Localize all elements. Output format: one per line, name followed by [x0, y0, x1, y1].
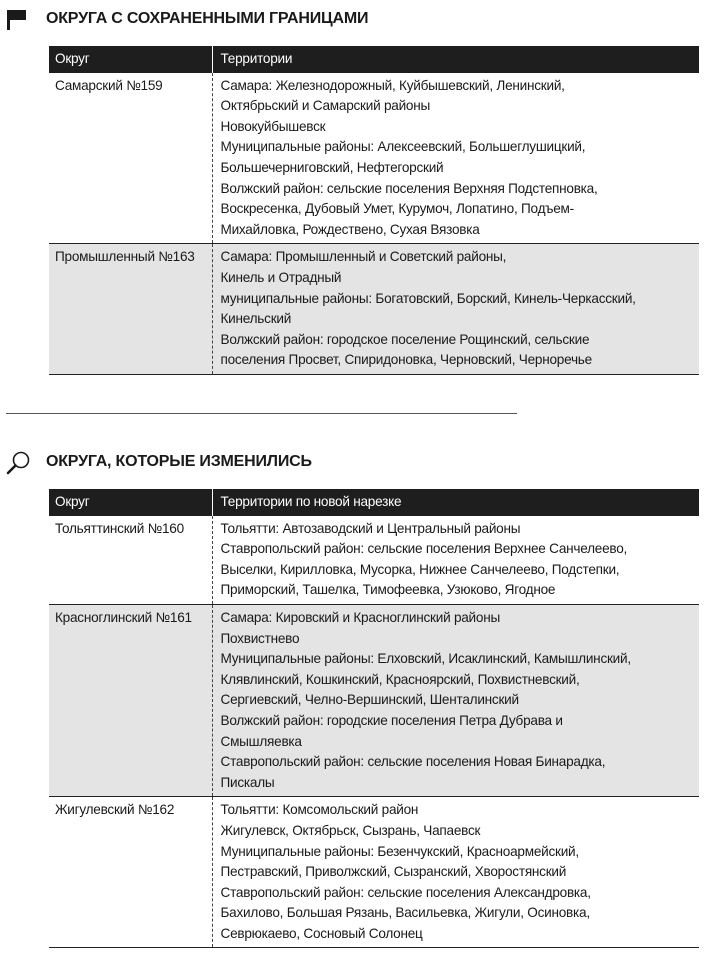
- section-title-text: ОКРУГА С СОХРАНЕННЫМИ ГРАНИЦАМИ: [46, 10, 369, 27]
- territory-line: Муниципальные районы: Елховский, Исаклинский, Камышлинский,: [220, 651, 631, 667]
- section-title-preserved: [6, 6, 368, 32]
- territory-line: Кинель и Отрадный: [220, 269, 342, 285]
- district-name: Красноглинский №161: [49, 604, 212, 796]
- territory-line: Пискалы: [220, 774, 275, 790]
- territory-line: Тольятти: Комсомольский район: [220, 802, 419, 818]
- table-row: [49, 244, 699, 375]
- territory-line: Ставропольский район: сельские поселения Александровка,: [220, 884, 591, 900]
- district-name: Самарский №159: [49, 73, 212, 244]
- territory-line: Ставропольский район: сельские поселения Верхнее Санчелеево,: [220, 541, 628, 557]
- section-divider: [6, 413, 517, 414]
- district-territories: [212, 73, 699, 244]
- territory-line: Похвистнево: [220, 630, 300, 646]
- column-header-district: Округ: [49, 46, 212, 73]
- territory-line: Севрюкаево, Сосновый Солонец: [220, 925, 423, 941]
- flag-icon: [6, 6, 32, 32]
- district-name: Тольяттинский №160: [49, 516, 212, 605]
- magnifier-icon: [6, 449, 32, 475]
- territory-line: Волжский район: городское поселение Рощинский, сельские: [220, 331, 590, 347]
- territory-line: Клявлинский, Кошкинский, Красноярский, Похвистневский,: [220, 671, 580, 687]
- table-header-row: [49, 46, 699, 73]
- territory-line: Кинельский: [220, 311, 292, 327]
- table-header-row: [49, 489, 699, 516]
- territory-line: Самара: Железнодорожный, Куйбышевский, Ленинский,: [220, 77, 565, 93]
- territory-line: поселения Просвет, Спиридоновка, Черновский, Черноречье: [220, 352, 592, 368]
- territory-line: Выселки, Кирилловка, Мусорка, Нижнее Санчелеево, Подстепки,: [220, 561, 620, 577]
- territory-line: Самара: Промышленный и Советский районы,: [220, 249, 507, 265]
- territory-line: Ставропольский район: сельские поселения Новая Бинарадка,: [220, 754, 606, 770]
- territory-line: Бахилово, Большая Рязань, Васильевка, Жигули, Осиновка,: [220, 905, 590, 921]
- territory-line: Волжский район: сельские поселения Верхняя Подстепновка,: [220, 180, 598, 196]
- district-territories: [212, 797, 699, 948]
- table-row: [49, 604, 699, 796]
- district-name: Промышленный №163: [49, 244, 212, 375]
- table-row: [49, 797, 699, 948]
- territory-line: Пестравский, Приволжский, Сызранский, Хворостянский: [220, 864, 567, 880]
- table-row: [49, 73, 699, 244]
- territory-line: Муниципальные районы: Безенчукский, Красноармейский,: [220, 843, 579, 859]
- district-territories: [212, 516, 699, 605]
- territory-line: Новокуйбышевск: [220, 118, 326, 134]
- territory-line: Смышляевка: [220, 733, 302, 749]
- column-header-district: Округ: [49, 489, 212, 516]
- territory-line: муниципальные районы: Богатовский, Борский, Кинель-Черкасский,: [220, 290, 636, 306]
- preserved-districts-table: [49, 46, 699, 375]
- territory-line: Муниципальные районы: Алексеевский, Большеглушицкий,: [220, 139, 586, 155]
- territory-line: Жигулевск, Октябрьск, Сызрань, Чапаевск: [220, 822, 481, 838]
- territory-line: Приморский, Ташелка, Тимофеевка, Узюково, Ягодное: [220, 582, 556, 598]
- column-header-territories: Территории по новой нарезке: [212, 489, 699, 516]
- column-header-territories: Территории: [212, 46, 699, 73]
- district-name: Жигулевский №162: [49, 797, 212, 948]
- district-territories: [212, 244, 699, 375]
- district-territories: [212, 604, 699, 796]
- territory-line: Самара: Кировский и Красноглинский районы: [220, 609, 500, 625]
- territory-line: Октябрьский и Самарский районы: [220, 98, 431, 114]
- territory-line: Сергиевский, Челно-Вершинский, Шенталинский: [220, 692, 519, 708]
- table-row: [49, 516, 699, 605]
- territory-line: Михайловка, Рождествено, Сухая Вязовка: [220, 221, 480, 237]
- territory-line: Большечерниговский, Нефтегорский: [220, 159, 444, 175]
- section-title-text: ОКРУГА, КОТОРЫЕ ИЗМЕНИЛИСЬ: [46, 453, 312, 470]
- territory-line: Воскресенка, Дубовый Умет, Курумоч, Лопатино, Подъем-: [220, 201, 574, 217]
- section-title-changed: [6, 449, 312, 475]
- territory-line: Волжский район: городские поселения Петра Дубрава и: [220, 712, 563, 728]
- changed-districts-table: [49, 489, 699, 948]
- territory-line: Тольятти: Автозаводский и Центральный районы: [220, 520, 521, 536]
